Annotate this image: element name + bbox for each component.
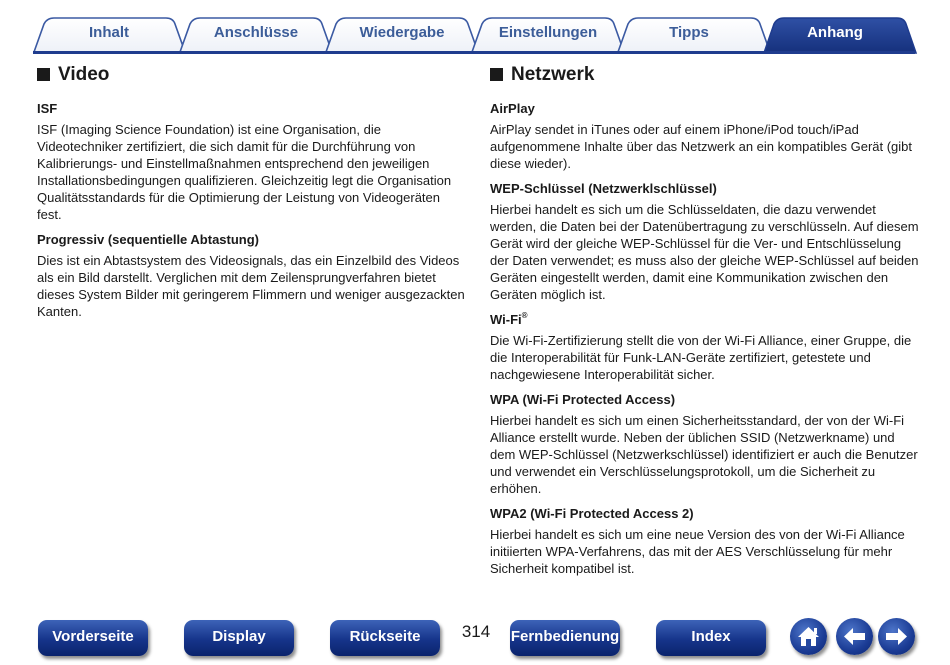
term-wpa2: WPA2 (Wi-Fi Protected Access 2): [490, 506, 694, 521]
term-wep: WEP-Schlüssel (Netzwerklschlüssel): [490, 181, 717, 196]
tab-anhang[interactable]: Anhang: [807, 24, 863, 41]
home-button[interactable]: [790, 618, 827, 655]
term-wifi-text: Wi-Fi: [490, 312, 522, 327]
glossary-entry-wpa: [490, 391, 920, 497]
home-icon: [790, 618, 827, 655]
desc-airplay: AirPlay sendet in iTunes oder auf einem iPhone/iPod touch/iPad aufgenommene Inhalte über das Netzwerk an ein kompatibles Gerät (gibt diese wieder).: [490, 122, 913, 171]
section-video: [37, 62, 465, 328]
arrow-right-icon: [878, 618, 915, 655]
section-title-text: Netzwerk: [511, 64, 595, 85]
page-number: 314: [461, 622, 491, 641]
desc-wpa2: Hierbei handelt es sich um eine neue Version des von der Wi-Fi Alliance initiierten WPA-Verfahrens, das mit der AES Verschlüsselung für mehr Sicherheit kompatibel ist.: [490, 527, 905, 576]
tab-inhalt[interactable]: Inhalt: [89, 24, 129, 41]
glossary-entry-wifi: [490, 311, 920, 383]
desc-isf: ISF (Imaging Science Foundation) ist eine Organisation, die Videotechniker zertifiziert, die sich damit für die Durchführung von Kalibrierungs- und Einstellmaßnahmen entsprechend den jeweiligen Installationsbedingungen qualifizieren. Gleichzeitig legt die Organisation Qualitätsstandards für die Optimierung der Leistung von Videogeräten fest.: [37, 122, 452, 222]
square-bullet-icon: [37, 68, 50, 81]
glossary-entry-wep: [490, 180, 920, 303]
tab-tipps[interactable]: Tipps: [669, 24, 709, 41]
tab-wiedergabe[interactable]: Wiedergabe: [359, 24, 445, 41]
term-airplay: AirPlay: [490, 101, 535, 116]
desc-wpa: Hierbei handelt es sich um einen Sicherheitsstandard, der von der Wi-Fi Alliance erstellt wurde. Neben der üblichen SSID (Netzwerkname) und dem WEP-Schlüssel (Netzwerkschlüssel) identifiziert er auch die Benutzer und verwendet ein Verschlüsselungsprotokoll, um die Sicherheit zu erhöhen.: [490, 413, 918, 496]
section-netzwerk: [490, 62, 920, 585]
rueckseite-button[interactable]: Rückseite: [330, 620, 440, 656]
back-button[interactable]: [836, 618, 873, 655]
glossary-entry-wpa2: [490, 505, 920, 577]
glossary-entry-isf: [37, 100, 465, 223]
glossary-entry-airplay: [490, 100, 920, 172]
tab-einstellungen[interactable]: Einstellungen: [498, 24, 598, 41]
display-button[interactable]: Display: [184, 620, 294, 656]
fernbedienung-button[interactable]: Fernbedienung: [510, 620, 620, 656]
registered-mark: ®: [521, 311, 528, 320]
forward-button[interactable]: [878, 618, 915, 655]
section-title-video: [37, 62, 465, 88]
vorderseite-button[interactable]: Vorderseite: [38, 620, 148, 656]
desc-wep: Hierbei handelt es sich um die Schlüsseldaten, die dazu verwendet werden, die Daten bei der Datenübertragung zu verschlüsseln. Auf diesem Gerät wird der gleiche WEP-Schlüssel für die Ver- und Entschlüsselung der Daten verwendet; es muss also der gleiche WEP-Schlüssel auf beiden Geräten eingestellt werden, damit eine Kommunikation zwischen den Geräten möglich ist.: [490, 202, 919, 302]
desc-progressiv: Dies ist ein Abtastsystem des Videosignals, das ein Einzelbild des Videos als ein Bild darstellt. Verglichen mit dem Zeilensprungverfahren bietet dieses System Bilder mit geringerem Flimmern und weniger ausgezackten Kanten.: [37, 253, 465, 319]
desc-wifi: Die Wi-Fi-Zertifizierung stellt die von der Wi-Fi Alliance, einer Gruppe, die die Interoperabilität für Funk-LAN-Geräte zertifiziert, getestete und nachgewiesene Interoperabilität sicher.: [490, 333, 912, 382]
index-button[interactable]: Index: [656, 620, 766, 656]
tab-bar: [0, 0, 950, 56]
term-wifi: [490, 311, 920, 329]
tab-anschluesse[interactable]: Anschlüsse: [213, 24, 299, 41]
tab-baseline: [33, 51, 915, 54]
term-progressiv: Progressiv (sequentielle Abtastung): [37, 232, 260, 247]
glossary-entry-progressiv: [37, 231, 465, 320]
section-title-text: Video: [58, 64, 110, 85]
term-isf: ISF: [37, 101, 58, 116]
section-title-netzwerk: [490, 62, 920, 88]
arrow-left-icon: [836, 618, 873, 655]
term-wpa: WPA (Wi-Fi Protected Access): [490, 392, 676, 407]
square-bullet-icon: [490, 68, 503, 81]
